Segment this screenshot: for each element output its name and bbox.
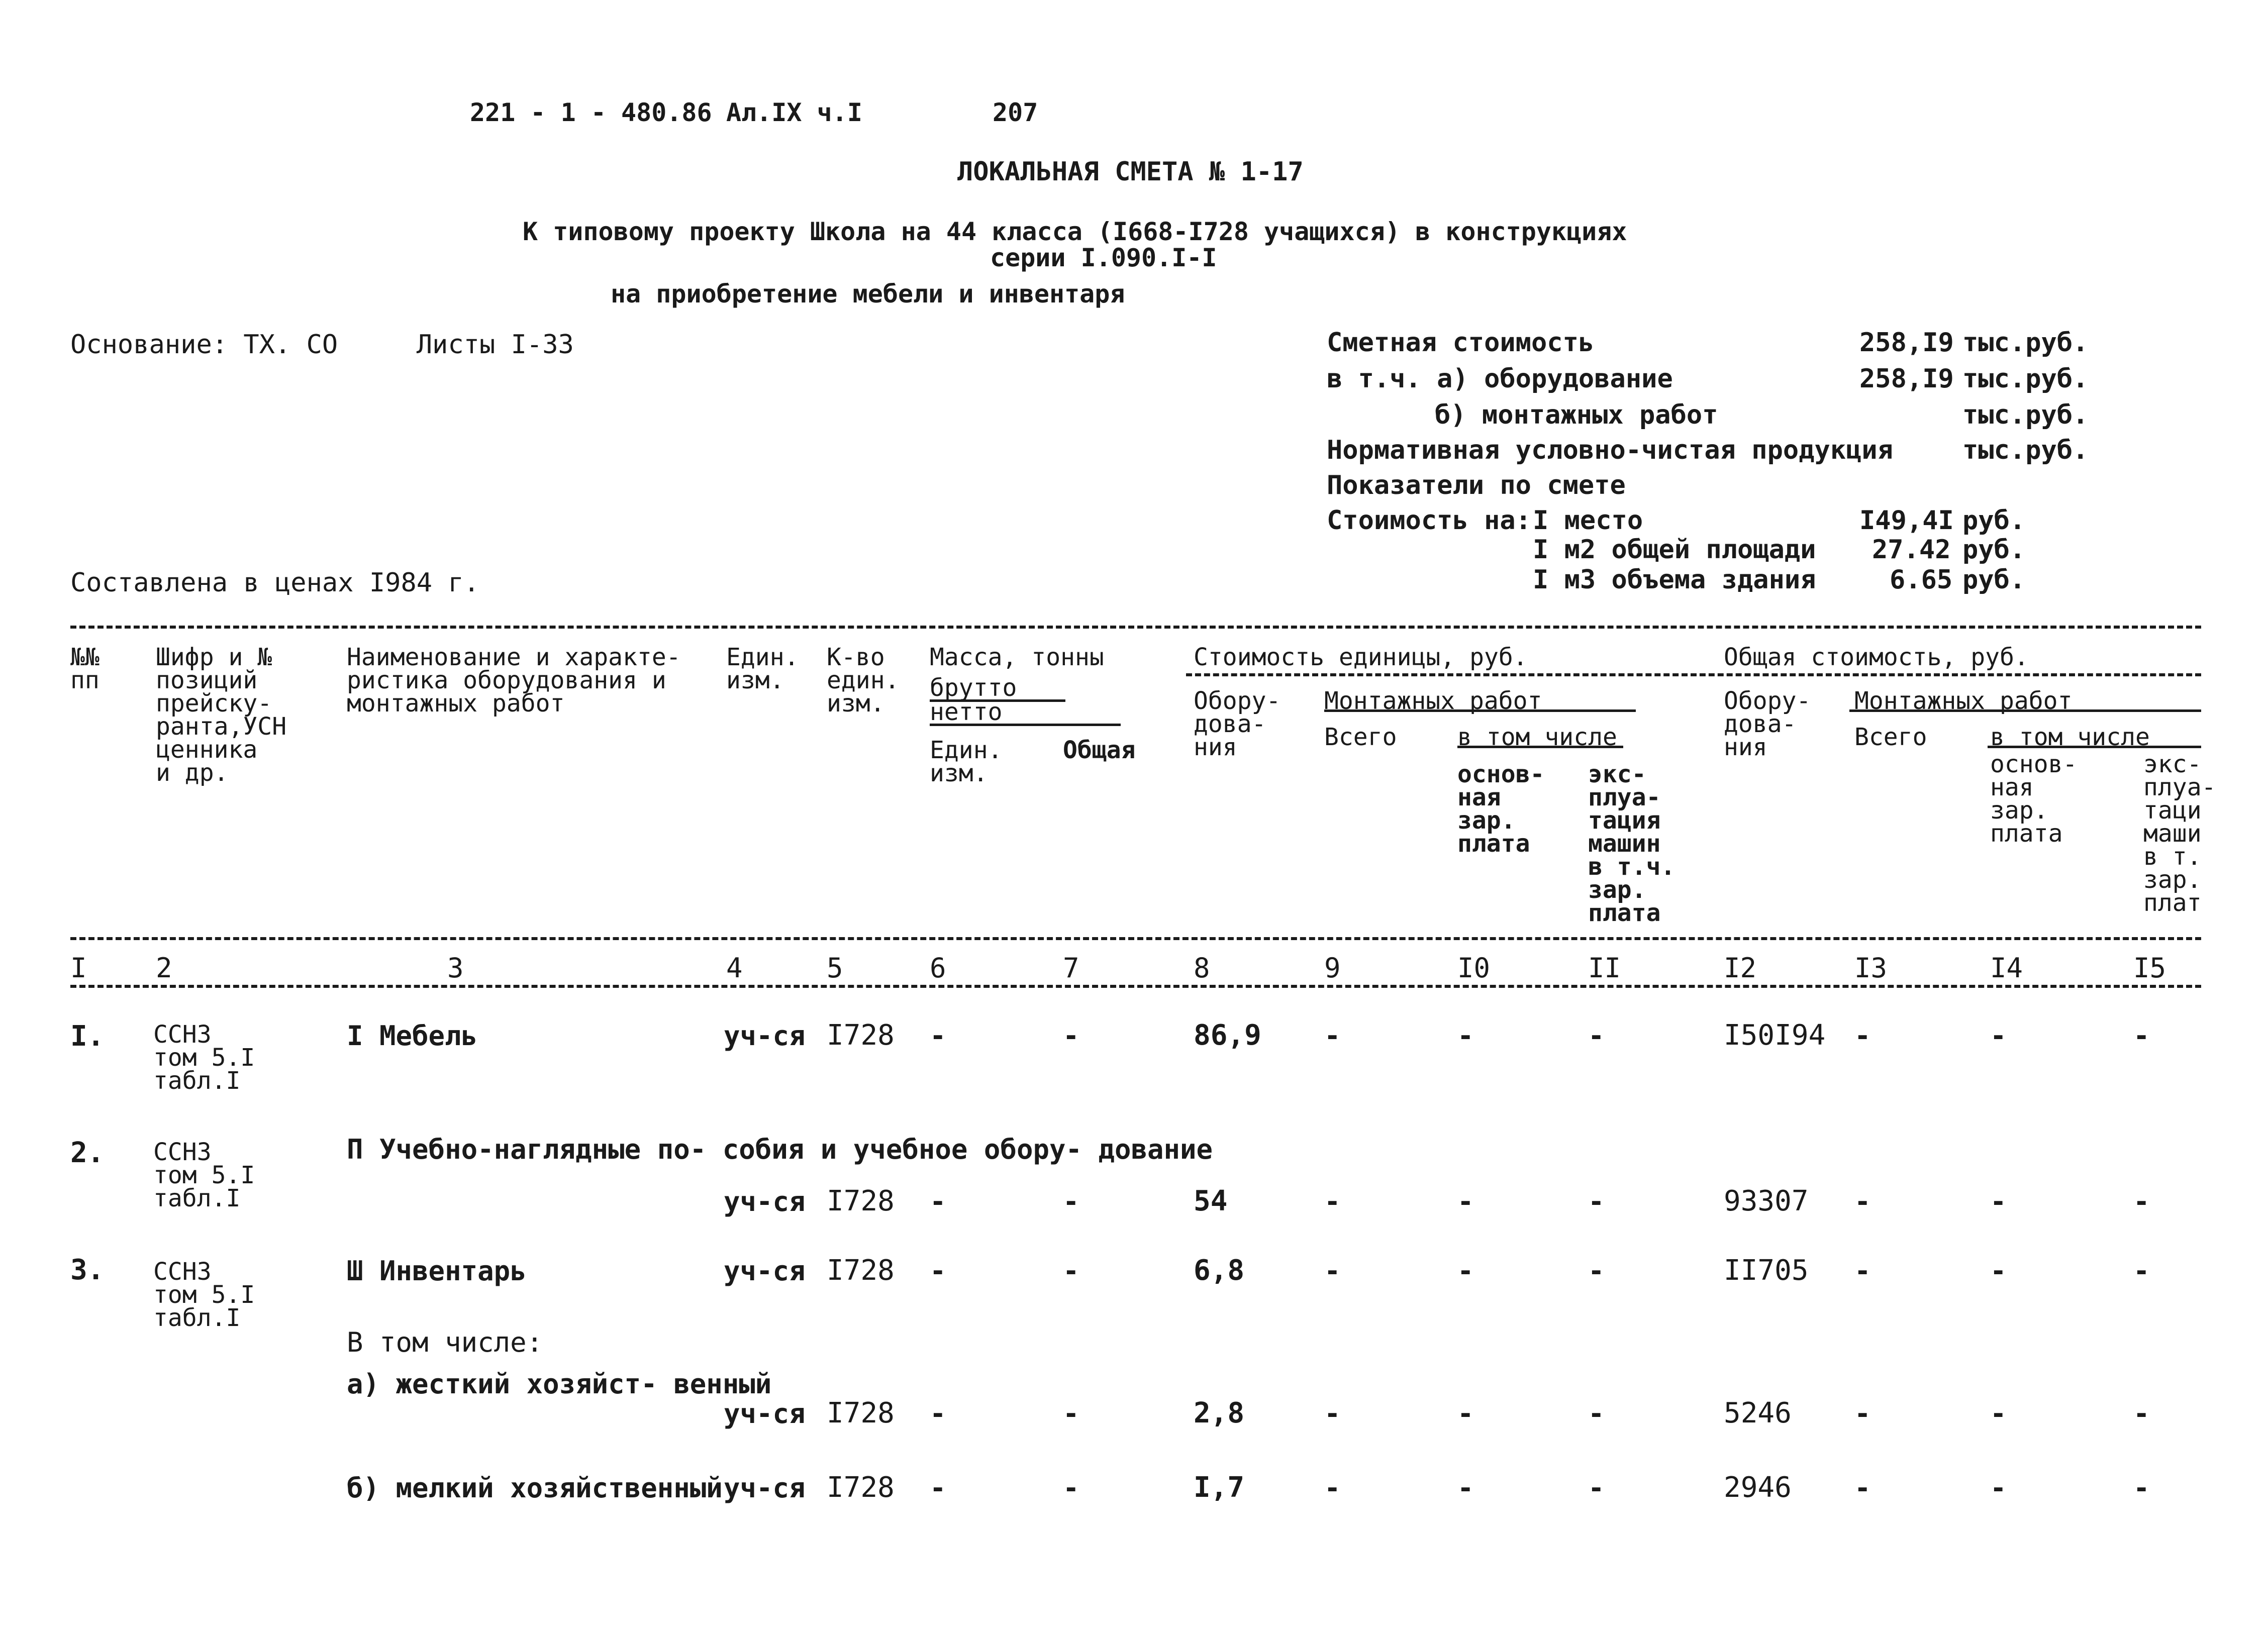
header-base-pay: основ- ная зар. плата — [1990, 750, 2078, 848]
row-total-machine: - — [2133, 1255, 2150, 1287]
cost-row-label: I м2 общей площади — [1533, 535, 1816, 565]
row-total-machine: - — [2133, 1398, 2150, 1430]
row-unit-mount-all: - — [1324, 1020, 1341, 1052]
row-total-machine: - — [2133, 1186, 2150, 1217]
summary-value: 258,I9 — [1859, 364, 1954, 394]
cost-row-value: 27.42 — [1872, 535, 1951, 565]
estimate-title: ЛОКАЛЬНАЯ СМЕТА № 1-17 — [957, 157, 1304, 187]
table-top-rule — [70, 626, 2201, 629]
row-number: 2. — [70, 1137, 105, 1169]
row-total-machine: - — [2133, 1020, 2150, 1052]
header-equipment: Обору- дова- ния — [1724, 687, 1811, 761]
row-unit-equipment-cost: 86,9 — [1194, 1019, 1261, 1052]
summary-unit: тыс.руб. — [1962, 400, 2089, 430]
header-mass-brutto: брутто — [930, 674, 1017, 702]
summary-label: б) монтажных работ — [1435, 400, 1718, 430]
cost-row-value: I49,4I — [1859, 505, 1954, 536]
column-number: 3 — [447, 952, 464, 984]
column-number: 5 — [827, 952, 843, 984]
header-mounting-all: Всего — [1854, 723, 1927, 751]
column-number: 2 — [156, 952, 172, 984]
row-total-mount-all: - — [1854, 1186, 1871, 1217]
header-row-number: №№ пп — [70, 643, 100, 694]
header-machine: экс- плуа- тация машин в т.ч. зар. плата — [1588, 760, 1675, 927]
header-mounting: Монтажных работ — [1854, 687, 2073, 715]
row-code: ССНЗ том 5.I табл.I — [153, 1021, 255, 1095]
price-base-year: Составлена в ценах I984 г. — [70, 568, 479, 598]
row-unit-mount-all: - — [1324, 1186, 1341, 1217]
row-unit-machine: - — [1588, 1186, 1605, 1217]
row-total-equipment-cost: 5246 — [1724, 1397, 1792, 1430]
row-unit-machine: - — [1588, 1020, 1605, 1052]
row-total-base-pay: - — [1990, 1186, 2007, 1217]
cost-per-label: Стоимость на: — [1327, 505, 1531, 536]
cost-row-unit: руб. — [1962, 535, 2026, 565]
cost-row-unit: руб. — [1962, 565, 2026, 595]
column-number: 8 — [1194, 952, 1210, 984]
summary-label: Сметная стоимость — [1327, 328, 1595, 358]
summary-label: в т.ч. а) оборудование — [1327, 364, 1673, 394]
row-unit: уч-ся — [724, 1398, 806, 1430]
row-total-base-pay: - — [1990, 1398, 2007, 1430]
column-number: I2 — [1724, 952, 1757, 984]
summary-value: 258,I9 — [1859, 328, 1954, 358]
row-quantity: I728 — [827, 1254, 895, 1287]
header-base-pay: основ- ная зар. плата — [1457, 760, 1545, 858]
page-number: 207 — [993, 98, 1038, 127]
summary-unit: тыс.руб. — [1962, 328, 2089, 358]
row-mass-unit: - — [930, 1020, 946, 1052]
estimate-basis: Основание: ТХ. СО Листы I-33 — [70, 330, 574, 360]
cost-row-label: I место — [1533, 505, 1643, 536]
header-mass: Масса, тонны — [930, 643, 1104, 671]
header-mounting: Монтажных работ — [1324, 687, 1542, 715]
header-code: Шифр и № позиций прейску- ранта,УСН ценника и др. — [156, 643, 287, 787]
row-name: б) мелкий хозяйственный — [347, 1472, 723, 1504]
row-mass-total: - — [1063, 1398, 1079, 1430]
row-unit-machine: - — [1588, 1255, 1605, 1287]
row-unit-equipment-cost: 6,8 — [1194, 1254, 1245, 1287]
column-number-rule — [70, 985, 2201, 988]
row-number: 3. — [70, 1254, 105, 1286]
row-mass-total: - — [1063, 1255, 1079, 1287]
cost-row-value: 6.65 — [1890, 565, 1953, 595]
row-unit-mount-all: - — [1324, 1472, 1341, 1504]
header-unit: Един. изм. — [726, 643, 799, 694]
row-total-equipment-cost: 93307 — [1724, 1185, 1809, 1217]
header-mass-unit: Един. изм. — [930, 736, 1003, 787]
header-equipment: Обору- дова- ния — [1194, 687, 1281, 761]
row-unit-mount-all: - — [1324, 1398, 1341, 1430]
row-unit: уч-ся — [724, 1255, 806, 1287]
header-total-cost: Общая стоимость, руб. — [1724, 643, 2029, 671]
estimate-purpose: на приобретение мебели и инвентаря — [611, 279, 1125, 309]
row-unit-base-pay: - — [1457, 1472, 1474, 1504]
row-name: Ш Инвентарь — [347, 1255, 527, 1287]
column-number: 6 — [930, 952, 946, 984]
row-total-equipment-cost: II705 — [1724, 1254, 1809, 1287]
row-unit-machine: - — [1588, 1472, 1605, 1504]
row-code: ССНЗ том 5.I табл.I — [153, 1258, 255, 1332]
header-mass-netto: нетто — [930, 698, 1003, 726]
row-code: ССНЗ том 5.I табл.I — [153, 1138, 255, 1212]
header-mounting-all: Всего — [1324, 723, 1397, 751]
column-number: I — [70, 952, 87, 984]
album-reference: Ал.IX ч.I — [726, 98, 862, 127]
row-unit-base-pay: - — [1457, 1398, 1474, 1430]
row-unit-machine: - — [1588, 1398, 1605, 1430]
row-total-mount-all: - — [1854, 1398, 1871, 1430]
row-unit: уч-ся — [724, 1186, 806, 1217]
project-series: серии I.090.I-I — [990, 243, 1217, 272]
row-quantity: I728 — [827, 1019, 895, 1052]
row-mass-unit: - — [930, 1186, 946, 1217]
row-total-equipment-cost: 2946 — [1724, 1471, 1792, 1504]
row-quantity: I728 — [827, 1397, 895, 1430]
row-mass-total: - — [1063, 1186, 1079, 1217]
row-total-equipment-cost: I50I94 — [1724, 1019, 1826, 1052]
column-number: 4 — [726, 952, 743, 984]
row-name: В том числе: — [347, 1327, 543, 1358]
cost-group-rule — [1186, 673, 2201, 676]
row-mass-unit: - — [930, 1472, 946, 1504]
row-total-base-pay: - — [1990, 1472, 2007, 1504]
row-mass-unit: - — [930, 1255, 946, 1287]
header-including: в том числе — [1990, 723, 2150, 751]
column-number: I3 — [1854, 952, 1888, 984]
row-unit: уч-ся — [724, 1472, 806, 1504]
summary-unit: тыс.руб. — [1962, 364, 2089, 394]
row-unit-base-pay: - — [1457, 1255, 1474, 1287]
header-mass-total: Общая — [1063, 736, 1136, 764]
cost-row-unit: руб. — [1962, 505, 2026, 536]
row-unit-base-pay: - — [1457, 1186, 1474, 1217]
row-quantity: I728 — [827, 1185, 895, 1217]
column-number: I5 — [2133, 952, 2166, 984]
document-code: 221 - 1 - 480.86 — [470, 98, 712, 127]
row-unit: уч-ся — [724, 1020, 806, 1052]
row-mass-total: - — [1063, 1020, 1079, 1052]
column-number: II — [1588, 952, 1621, 984]
header-name: Наименование и характе- ристика оборудования и монтажных работ — [347, 643, 681, 718]
row-unit-base-pay: - — [1457, 1020, 1474, 1052]
header-machine: экс- плуа- таци маши в т. зар. плат — [2143, 750, 2216, 917]
row-unit-equipment-cost: 2,8 — [1194, 1397, 1245, 1430]
row-total-base-pay: - — [1990, 1020, 2007, 1052]
summary-unit: тыс.руб. — [1962, 435, 2089, 465]
column-number: 7 — [1063, 952, 1079, 984]
header-unit-cost: Стоимость единицы, руб. — [1194, 643, 1528, 671]
row-unit-mount-all: - — [1324, 1255, 1341, 1287]
header-including: в том числе — [1457, 723, 1617, 751]
row-unit-equipment-cost: I,7 — [1194, 1471, 1245, 1504]
row-mass-unit: - — [930, 1398, 946, 1430]
row-total-machine: - — [2133, 1472, 2150, 1504]
row-name: а) жесткий хозяйст- венный — [347, 1368, 772, 1400]
summary-label: Показатели по смете — [1327, 470, 1626, 500]
row-total-mount-all: - — [1854, 1020, 1871, 1052]
header-bottom-rule — [70, 937, 2201, 940]
row-total-mount-all: - — [1854, 1255, 1871, 1287]
row-number: I. — [70, 1020, 105, 1053]
column-number: 9 — [1324, 952, 1341, 984]
column-number: I4 — [1990, 952, 2023, 984]
row-total-mount-all: - — [1854, 1472, 1871, 1504]
row-name: I Мебель — [347, 1020, 478, 1052]
row-name: П Учебно-наглядные по- собия и учебное обору- дование — [347, 1134, 1213, 1165]
row-unit-equipment-cost: 54 — [1194, 1185, 1228, 1217]
cost-row-label: I м3 объема здания — [1533, 565, 1816, 595]
column-number: I0 — [1457, 952, 1491, 984]
header-quantity: К-во един. изм. — [827, 643, 900, 718]
row-mass-total: - — [1063, 1472, 1079, 1504]
row-quantity: I728 — [827, 1471, 895, 1504]
project-subtitle: К типовому проекту Школа на 44 класса (I668-I728 учащихся) в конструкциях — [523, 217, 1627, 246]
summary-label: Нормативная условно-чистая продукция — [1327, 435, 1894, 465]
row-total-base-pay: - — [1990, 1255, 2007, 1287]
